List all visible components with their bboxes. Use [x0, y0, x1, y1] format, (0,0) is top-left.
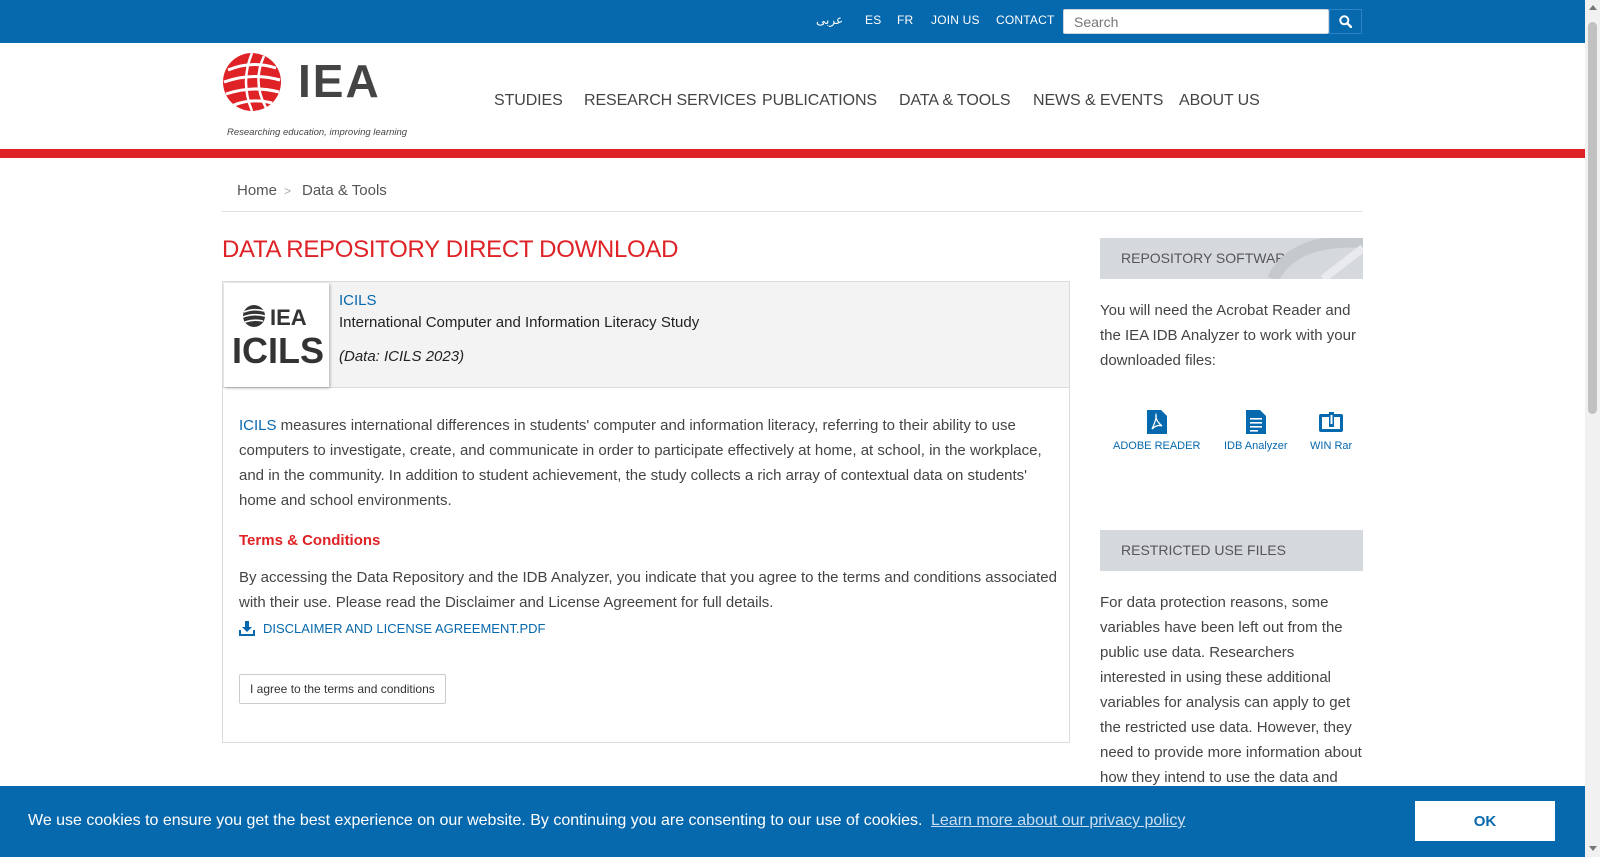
adobe-reader-label: ADOBE READER [1113, 440, 1201, 452]
icils-logo [224, 283, 329, 387]
page-title: DATA REPOSITORY DIRECT DOWNLOAD [222, 236, 679, 263]
study-full-name: International Computer and Information Literacy Study [339, 314, 700, 331]
agree-terms-button[interactable]: I agree to the terms and conditions [239, 674, 446, 704]
join-us-link[interactable]: JOIN US [931, 13, 980, 27]
study-description [239, 413, 1059, 513]
study-desc-text: measures international differences in students' computer and information literacy, referring to their ability to use computers to investigate, create, and communicate in order to participate effectively at home, at school, in the workplace, and in the community. In addition to student achievement, the study collects a rich array of contextual data on students' home and school environments. [239, 417, 1042, 509]
iea-logo[interactable] [222, 52, 408, 140]
nav-research-services[interactable]: RESEARCH SERVICES [584, 92, 757, 109]
study-desc-link[interactable]: ICILS [239, 417, 277, 434]
page-scrollbar[interactable] [1585, 0, 1600, 857]
pdf-link-label: DISCLAIMER AND LICENSE AGREEMENT.PDF [263, 621, 546, 636]
breadcrumb-separator: > [284, 184, 292, 198]
breadcrumb-home[interactable]: Home [237, 182, 278, 199]
scroll-up-arrow[interactable] [1589, 5, 1597, 10]
disclaimer-pdf-link[interactable] [239, 621, 545, 636]
logo-text: IEA [298, 55, 381, 107]
nav-news-events[interactable]: NEWS & EVENTS [1033, 92, 1164, 109]
study-data-label: (Data: ICILS 2023) [339, 348, 465, 365]
search-icon [1339, 15, 1352, 28]
study-name-link[interactable]: ICILS [339, 292, 377, 309]
contact-link[interactable]: CONTACT [996, 13, 1055, 27]
download-icon [239, 621, 255, 636]
pdf-icon [1147, 410, 1167, 434]
cookie-ok-button[interactable]: OK [1415, 801, 1555, 841]
repository-software-text: You will need the Acrobat Reader and the IEA IDB Analyzer to work with your downloaded files: [1100, 302, 1356, 369]
winrar-link[interactable] [1310, 410, 1352, 452]
repository-software-heading [1100, 238, 1363, 279]
svg-text:ICILS: ICILS [232, 330, 325, 371]
nav-publications[interactable]: PUBLICATIONS [762, 92, 877, 109]
nav-about-us[interactable]: ABOUT US [1179, 92, 1260, 109]
winrar-label: WIN Rar [1310, 440, 1353, 452]
restricted-use-text: For data protection reasons, some variables have been left out from the public use data. Researchers interested in using these additional variables for analysis can apply to get the restricted use data. However, they need to provide more information about how they intend to use the data and [1100, 594, 1362, 786]
archive-icon [1319, 410, 1343, 434]
document-icon [1246, 410, 1266, 434]
lang-fr-link[interactable]: FR [897, 13, 914, 27]
idb-analyzer-link[interactable] [1224, 410, 1288, 452]
restricted-use-heading: RESTRICTED USE FILES [1100, 530, 1363, 571]
terms-text: By accessing the Data Repository and the IDB Analyzer, you indicate that you agree to the terms and conditions associated with their use. Please read the Disclaimer and License Agreement for full details. [239, 569, 1057, 611]
icils-logo-icon [224, 283, 329, 387]
svg-text:IEA: IEA [270, 305, 307, 330]
cookie-banner [0, 786, 1585, 857]
lang-arabic-link[interactable]: عربى [816, 13, 844, 27]
study-header [223, 282, 1069, 388]
lang-es-link[interactable]: ES [865, 13, 882, 27]
logo-tagline: Researching education, improving learning [227, 127, 408, 138]
nav-studies[interactable]: STUDIES [494, 92, 563, 109]
cookie-text: We use cookies to ensure you get the best experience on our website. By continuing you are consenting to our use of cookies. [28, 812, 923, 829]
scroll-down-arrow[interactable] [1589, 846, 1597, 851]
heading-decoration-icon [1253, 238, 1363, 279]
top-bar [0, 0, 1585, 43]
study-card [222, 281, 1070, 743]
breadcrumb [222, 180, 1362, 212]
idb-analyzer-label: IDB Analyzer [1224, 440, 1288, 452]
privacy-policy-link[interactable]: Learn more about our privacy policy [931, 812, 1186, 829]
search-button[interactable] [1329, 9, 1362, 34]
header-divider [0, 149, 1585, 158]
terms-heading: Terms & Conditions [239, 532, 381, 549]
search-input[interactable] [1063, 9, 1329, 34]
nav-data-tools[interactable]: DATA & TOOLS [899, 92, 1011, 109]
repository-software-heading-text: REPOSITORY SOFTWARE [1121, 250, 1295, 266]
adobe-reader-link[interactable] [1113, 410, 1200, 452]
breadcrumb-current: Data & Tools [302, 182, 387, 199]
scroll-thumb[interactable] [1588, 22, 1597, 414]
